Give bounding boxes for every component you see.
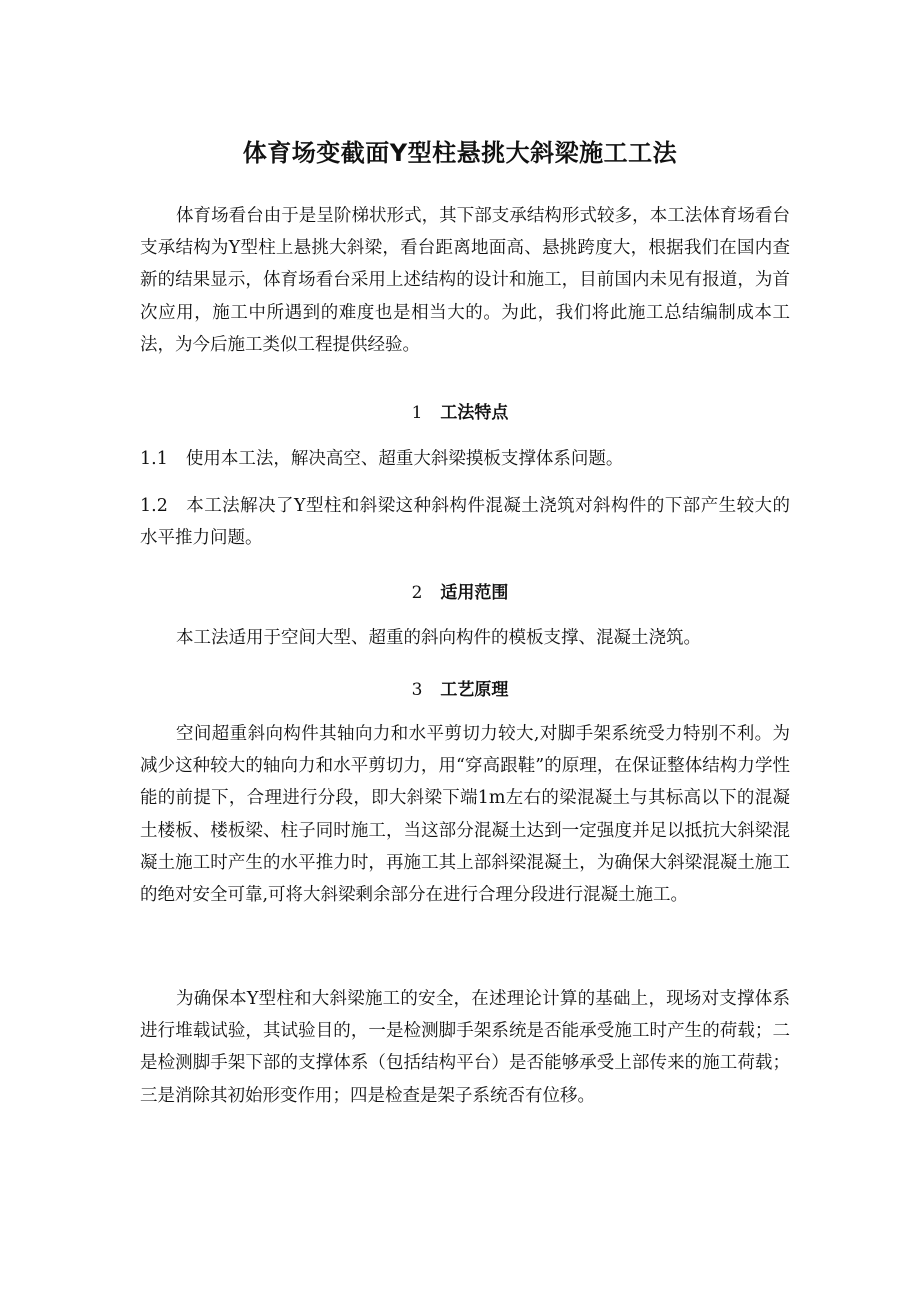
section-heading-3	[0, 675, 920, 700]
section-title: 工艺原理	[440, 680, 509, 700]
section-number: 1	[411, 403, 423, 423]
item-number: 1.1	[140, 449, 168, 469]
scope-paragraph: 本工法适用于空间大型、超重的斜向构件的模板支撑、混凝土浇筑。	[176, 628, 701, 648]
section-heading-2	[0, 578, 920, 603]
section-title: 工法特点	[440, 403, 509, 423]
section-number: 2	[411, 583, 423, 603]
list-item-1-1	[140, 443, 790, 475]
section-number: 3	[411, 680, 423, 700]
item-text: 使用本工法，解决高空、超重大斜梁摸板支撑体系问题。	[185, 449, 624, 469]
section-title: 适用范围	[440, 583, 509, 603]
intro-paragraph: 体育场看台由于是呈阶梯状形式，其下部支承结构形式较多，本工法体育场看台支承结构为Y型柱上悬挑大斜梁，看台距离地面高、悬挑跨度大，根据我们在国内查新的结果显示，体育场看台采用上述结构的设计和施工，目前国内未见有报道，为首次应用，施工中所遇到的难度也是相当大的。为此，我们将此施工总结编制成本工法，为今后施工类似工程提供经验。	[140, 206, 790, 355]
section-heading-1	[0, 398, 920, 423]
document-title: 体育场变截面Y型柱悬挑大斜梁施工工法	[242, 139, 678, 167]
list-item-1-2	[140, 490, 790, 554]
item-number: 1.2	[140, 496, 168, 516]
principle-paragraph-1: 空间超重斜向构件其轴向力和水平剪切力较大,对脚手架系统受力特别不利。为减少这种较大的轴向力和水平剪切力，用“穿高跟鞋”的原理，在保证整体结构力学性能的前提下，合理进行分段，即大斜梁下端1m左右的梁混凝土与其标高以下的混凝土楼板、楼板梁、柱子同时施工，当这部分混凝土达到一定强度并足以抵抗大斜梁混凝土施工时产生的水平推力时，再施工其上部斜梁混凝土，为确保大斜梁混凝土施工的绝对安全可靠,可将大斜梁剩余部分在进行合理分段进行混凝土施工。	[140, 724, 790, 906]
principle-paragraph-2: 为确保本Y型柱和大斜梁施工的安全，在述理论计算的基础上，现场对支撑体系进行堆载试验，其试验目的，一是检测脚手架系统是否能承受施工时产生的荷载；二是检测脚手架下部的支撑体系（包括结构平台）是否能够承受上部传来的施工荷载；三是消除其初始形变作用；四是检查是架子系统否有位移。	[140, 989, 790, 1106]
item-text: 本工法解决了Y型柱和斜梁这种斜构件混凝土浇筑对斜构件的下部产生较大的水平推力问题。	[140, 496, 790, 549]
